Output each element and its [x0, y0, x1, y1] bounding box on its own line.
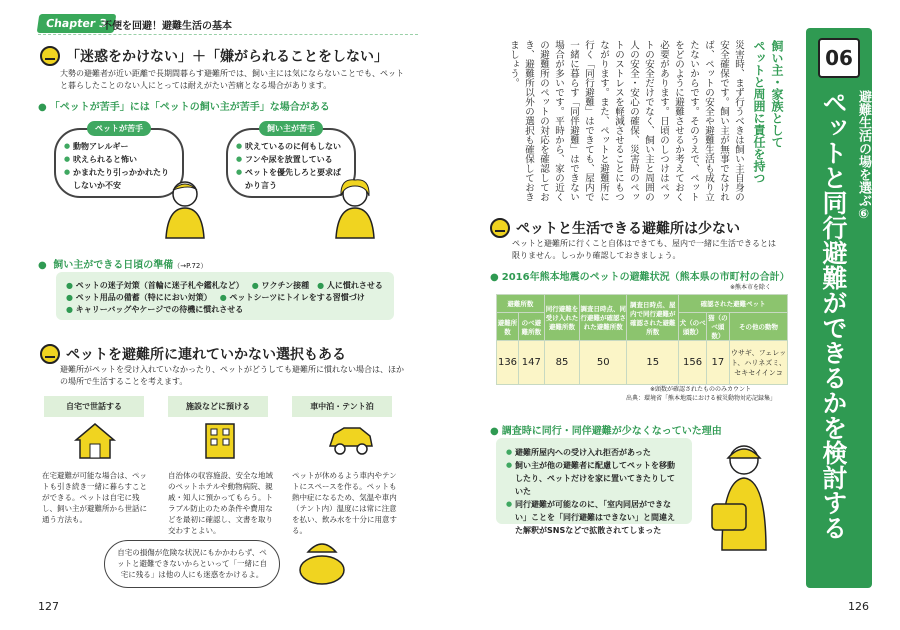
table-header: 調査日時点、同行避難が確認された避難所数	[580, 295, 627, 341]
list-item: ● フンや尿を放置している	[236, 153, 346, 166]
page-number: 126	[848, 600, 869, 613]
section-heading-text: ペットを避難所に連れていかない選択もある	[66, 347, 346, 363]
note-bubble: 自宅の損傷が危険な状況にもかかわらず、ペットと避難できないからといって「一緒に自宅に残る」は他の人にも迷惑をかけるよ。	[104, 540, 280, 588]
list-item: ● 飼い主が他の避難者に配慮してペットを移動したり、ペットだけを家に置いてきたりしていた	[506, 459, 682, 498]
prep-box	[56, 272, 394, 320]
section-heading-text: ペットと生活できる避難所は少ない	[516, 221, 740, 237]
table-header: のべ避難所数	[519, 313, 545, 341]
helmet-icon	[40, 46, 60, 66]
section-body: ペットと避難所に行くこと自体はできても、屋内で一緒に生活できるとは限りません。しっかり確認しておきましょう。	[512, 239, 776, 260]
table-cell: 136	[497, 341, 519, 385]
chapter-title: 不便を回避！避難生活の基本	[102, 21, 232, 32]
turtle-illustration	[292, 534, 352, 590]
option-text: 在宅避難が可能な場合は、ペットも引き続き一緒に暮らすことができる。ペットは自宅に残し、飼い主が避難所から世話に通う方法も。	[42, 471, 147, 524]
section-heading-1	[40, 46, 388, 66]
table-header: その他の動物	[730, 313, 788, 341]
table-cell: 85	[544, 341, 580, 385]
list-item: ● 避難所屋内への受け入れ拒否があった	[506, 446, 682, 459]
list-item: ● ペットシーツにトイレをする習慣づけ	[219, 293, 365, 302]
building-icon	[200, 420, 240, 460]
table-header: 犬（のべ頭数）	[679, 313, 706, 341]
page-ref: （→P.72）	[173, 262, 208, 270]
page-number: 127	[38, 600, 59, 613]
divider	[38, 34, 418, 35]
person-illustration	[160, 178, 210, 240]
table-cell: 147	[519, 341, 545, 385]
option-label: 施設などに預ける	[168, 396, 268, 417]
series-label: 避難生活の場を選ぶ⑥	[856, 90, 871, 222]
list-item: ● 同行避難が可能なのに、「室内同居ができない」ことを「同行避難はできない」と間違えた解釈がSNSなどで拡散されてしまった	[506, 498, 682, 537]
table-header: 確認された避難ペット	[679, 295, 788, 313]
list-item: ● ペットを優先しろと要求ばかり言う	[236, 166, 346, 192]
list-item: ● かまれたり引っかかれたりしないか不安	[64, 166, 174, 192]
subheading-text: 飼い主ができる日頃の準備	[53, 260, 174, 271]
bubble-label: 飼い主が苦手	[259, 121, 323, 136]
option-label: 自宅で世話する	[44, 396, 144, 417]
list-item: ● 吠えているのに何もしない	[236, 140, 346, 153]
section-body: 避難所がペットを受け入れていなかったり、ペットがどうしても避難所に慣れない場合は、ほかの場所で生活することを考えます。	[60, 365, 404, 386]
table-cell: 17	[706, 341, 729, 385]
option-text: 自治体の収容施設、安全な地域のペットホテルや動物病院、親戚・知人に預かってもらう。トラブル防止のため条件や費用などを最初に確認し、文書を取り交わすとよい。	[168, 471, 273, 535]
column-heading: 飼い主・家族として ペットと周囲に責任を持つ	[752, 40, 784, 184]
table-header: 調査日時点、屋内で同行避難が確認された避難所数	[627, 295, 679, 341]
person-illustration	[330, 176, 380, 240]
section-heading-3	[490, 218, 740, 238]
reasons-box	[496, 438, 692, 535]
table-note: ※熊本市を除く	[730, 284, 772, 291]
table-header: 避難所数	[497, 313, 519, 341]
section-heading-2	[40, 344, 346, 364]
list-item: ● 吠えられると怖い	[64, 153, 174, 166]
section-heading-text: 「迷惑をかけない」＋「嫌がられることをしない」	[66, 49, 388, 65]
section-body: 大勢の避難者が近い距離で長期間暮らす避難所では、飼い主には気にならないことでも、ペットと暮らしたことのない人にとっては耐えがたい苦痛となる場合があります。	[60, 69, 404, 90]
table-cell: 50	[580, 341, 627, 385]
column-text: 災害時、まず行うべきは飼い主自身の安全確保です。飼い主が無事でなければ、ペットの安全や避難生活も成り立たないからです。そのうえで、ペットをどのように避難させるか考えておく必要があります。日頃のしつけはペットの安全だけでなく、飼い主と周囲の人の安全・安心の確保、災害時のペットのストレスを軽減させることにもつながります。また、ペットと避難所に行く「同行避難」はできても、屋内で一緒に暮らす「同伴避難」はできない場合が多いです。平時から、家の近くの避難所のペットの対応を確認しておき、避難所以外の選択も確保しておきましょう。	[508, 40, 744, 202]
list-item: ● ワクチン接種	[251, 281, 310, 290]
helmet-icon	[490, 218, 510, 238]
list-item: ● 動物アレルギー	[64, 140, 174, 153]
main-title: ペットと同行避難ができるかを検討する	[819, 90, 848, 540]
table-header: 避難所数	[497, 295, 545, 313]
subheading-1: ● 「ペットが苦手」には「ペットの飼い主が苦手」な場合がある	[38, 98, 330, 113]
car-icon	[326, 422, 376, 458]
table-cell: 156	[679, 341, 706, 385]
subheading-4: ● 調査時に同行・同伴避難が少なくなっていた理由	[490, 422, 722, 437]
house-icon	[72, 420, 118, 460]
helmet-icon	[40, 344, 60, 364]
list-item: ● 人に慣れさせる	[317, 281, 383, 290]
option-label: 車中泊・テント泊	[292, 396, 392, 417]
list-item: ● ペット用品の備蓄（特ににおい対策）	[66, 293, 212, 302]
section-number: 06	[818, 38, 860, 78]
table-source: 出典：環境省「熊本地震における被災動物対応記録集」	[626, 395, 777, 402]
data-table	[496, 294, 788, 385]
chapter-tag: Chapter 3	[37, 14, 116, 33]
list-item: ● キャリーバッグやケージでの待機に慣れさせる	[66, 305, 244, 314]
table-cell: ウサギ、フェレット、ハリネズミ、セキセイインコ	[730, 341, 788, 385]
option-text: ペットが休めるよう車内やテントにスペースを作る。ペットも熱中症になるため、気温や車内（テント内）温度には常に注意を払い、飲み水を十分に用意する。	[292, 471, 397, 535]
table-header: 同行避難を受け入れた避難所数	[544, 295, 580, 341]
table-cell: 15	[627, 341, 679, 385]
bubble-label: ペットが苦手	[87, 121, 151, 136]
subheading-3: ● 2016年熊本地震のペットの避難状況（熊本県の市町村の合計）	[490, 268, 790, 283]
table-footnote: ※頭数が確認されたもののみカウント	[650, 386, 752, 393]
list-item: ● ペットの迷子対策（首輪に迷子札や鑑札など）	[66, 281, 244, 290]
person-with-carrier-illustration	[696, 440, 786, 560]
subheading-2	[38, 256, 207, 271]
table-header: 猫（のべ頭数）	[708, 314, 728, 340]
